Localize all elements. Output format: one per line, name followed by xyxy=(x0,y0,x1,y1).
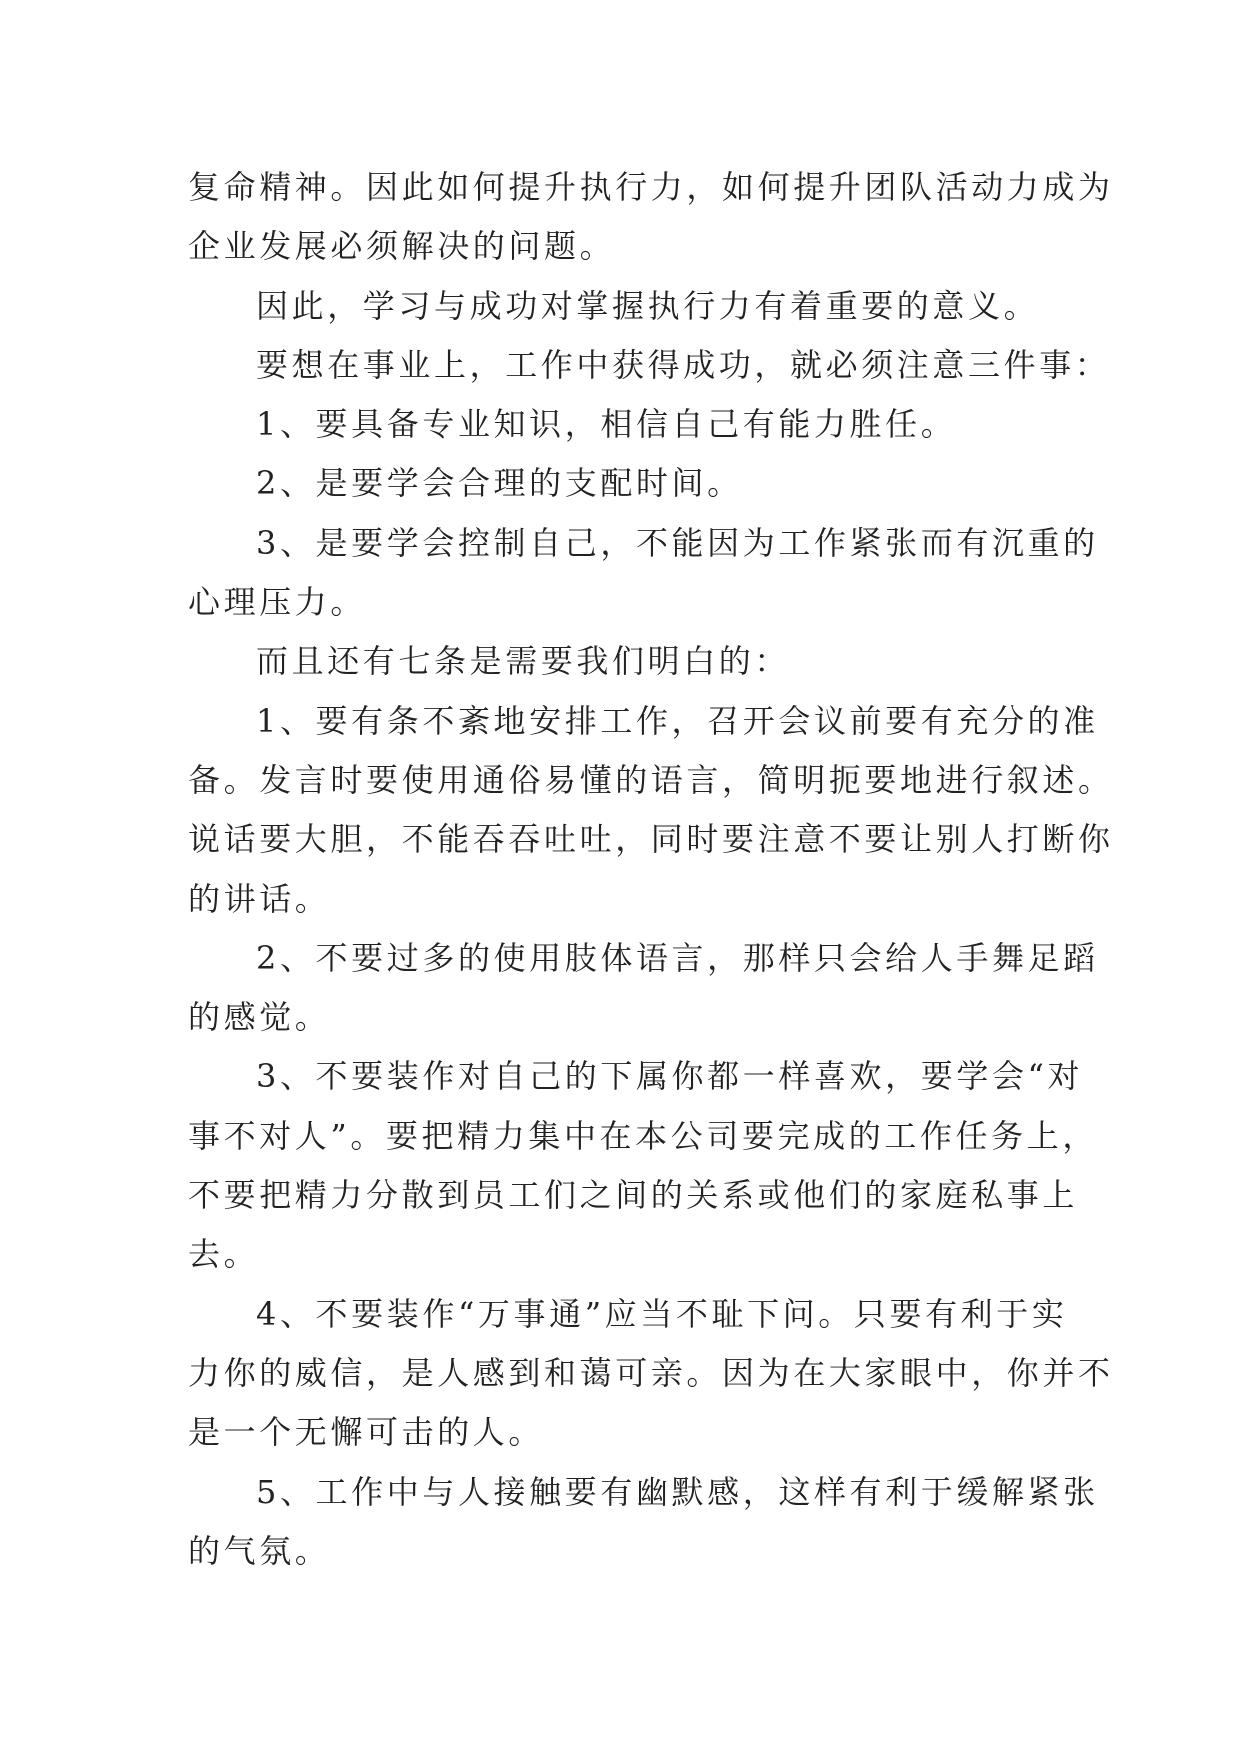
text-line: 是一个无懈可击的人。 xyxy=(188,1413,545,1452)
text-line: 企业发展必须解决的问题。 xyxy=(188,227,616,266)
text-line: 1、要有条不紊地安排工作，召开会议前要有充分的准 xyxy=(256,701,1099,740)
text-line: 的讲话。 xyxy=(188,879,331,918)
text-line: 而且还有七条是需要我们明白的： xyxy=(256,642,791,681)
text-line: 说话要大胆，不能吞吞吐吐，同时要注意不要让别人打断你 xyxy=(188,820,1114,859)
text-line: 5、工作中与人接触要有幽默感，这样有利于缓解紧张 xyxy=(256,1472,1099,1511)
text-line: 心理压力。 xyxy=(188,583,367,622)
text-line: 的感觉。 xyxy=(188,998,331,1037)
text-line: 不要把精力分散到员工们之间的关系或他们的家庭私事上 xyxy=(188,1176,1079,1215)
text-line: 3、是要学会控制自己，不能因为工作紧张而有沉重的 xyxy=(256,523,1099,562)
text-line: 去。 xyxy=(188,1235,260,1274)
text-line: 2、是要学会合理的支配时间。 xyxy=(256,464,743,503)
text-line: 3、不要装作对自己的下属你都一样喜欢，要学会“对 xyxy=(256,1057,1084,1096)
text-line: 力你的威信，是人感到和蔼可亲。因为在大家眼中，你并不 xyxy=(188,1353,1114,1392)
text-line: 4、不要装作“万事通”应当不耻下问。只要有利于实 xyxy=(256,1294,1068,1333)
text-line: 1、要具备专业知识，相信自己有能力胜任。 xyxy=(256,405,957,444)
text-line: 事不对人”。要把精力集中在本公司要完成的工作任务上， xyxy=(188,1116,1098,1155)
body-text xyxy=(188,158,1114,1581)
text-line: 复命精神。因此如何提升执行力，如何提升团队活动力成为 xyxy=(188,168,1114,206)
text-line: 因此，学习与成功对掌握执行力有着重要的意义。 xyxy=(256,286,1040,325)
text-line: 的气氛。 xyxy=(188,1531,331,1570)
text-line: 2、不要过多的使用肢体语言，那样只会给人手舞足蹈 xyxy=(256,938,1099,977)
text-line: 备。发言时要使用通俗易懂的语言，简明扼要地进行叙述。 xyxy=(188,760,1114,799)
text-line: 要想在事业上，工作中获得成功，就必须注意三件事： xyxy=(256,345,1111,384)
